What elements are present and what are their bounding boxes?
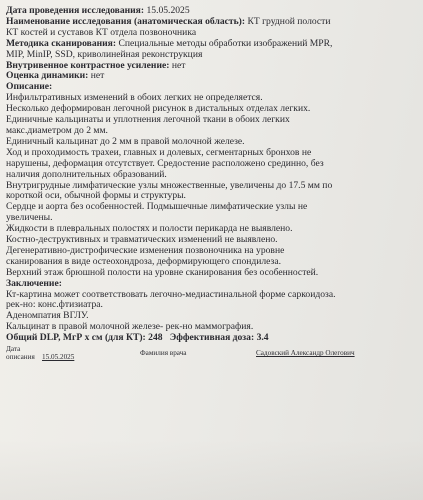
description-line: Единичные кальцинаты и уплотнения легочной ткани в обоих легких bbox=[6, 114, 290, 126]
description-line: наличия дополнительных образований. bbox=[6, 168, 167, 180]
description-line: Внутригрудные лимфатические узлы множественные, увеличены до 17.5 мм по bbox=[6, 179, 333, 191]
dlp-value: 248 bbox=[148, 332, 163, 344]
contrast-value: нет bbox=[171, 59, 186, 71]
description-line: Единичный кальцинат до 2 мм в правой молочной железе. bbox=[6, 135, 245, 147]
description-line: макс.диаметром до 2 мм. bbox=[6, 124, 108, 136]
method-line bbox=[6, 39, 418, 50]
doctor-name: Садовский Александр Олегович bbox=[256, 349, 355, 358]
footer-date-word: Дата bbox=[6, 345, 21, 354]
signature-row bbox=[6, 344, 418, 360]
exam-area-label: Наименование исследования (анатомическая область): bbox=[6, 15, 246, 27]
conclusion-heading: Заключение: bbox=[6, 277, 62, 289]
footer-description-date: 15.05.2025 bbox=[42, 353, 75, 362]
exam-date-label: Дата проведения исследования: bbox=[6, 5, 145, 16]
description-line: Сердце и аорта без особенностей. Подмышечные лимфатические узлы не bbox=[6, 201, 308, 213]
description-heading: Описание: bbox=[6, 81, 53, 93]
dynamics-label: Оценка динамики: bbox=[6, 70, 89, 82]
dynamics-value: нет bbox=[90, 70, 105, 82]
method-value: Специальные методы обработки изображений MPR, bbox=[118, 37, 333, 49]
exam-area-line-2: КТ костей и суставов КТ отдела позвоночника bbox=[6, 26, 197, 38]
description-line: нарушены, деформация отсутствует. Средостение расположено срединно, без bbox=[6, 157, 324, 169]
exam-date-value: 15.05.2025 bbox=[146, 5, 190, 16]
effective-dose-value: 3.4 bbox=[256, 332, 269, 344]
description-line: сканирования в виде остеохондроза, деформирующего спондилеза. bbox=[6, 255, 281, 267]
description-line: Костно-деструктивных и травматических изменений не выявлено. bbox=[6, 234, 278, 246]
description-line: Ход и проходимость трахеи, главных и долевых, сегментарных бронхов не bbox=[6, 146, 312, 158]
description-line: Жидкости в плевральных полостях и полости перикарда не выявлено. bbox=[6, 223, 293, 235]
exam-area-value: КТ грудной полости bbox=[247, 15, 331, 27]
description-line: Инфильтративных изменений в обоих легких не определяется. bbox=[6, 92, 263, 104]
effective-dose-label: Эффективная доза: bbox=[169, 332, 255, 344]
page-shadow bbox=[0, 440, 423, 500]
doctor-label: Фамилия врача bbox=[140, 349, 187, 358]
conclusion-line: Кальцинат в правой молочной железе- рек-но маммография. bbox=[6, 321, 254, 333]
dynamics-line bbox=[6, 71, 418, 82]
footer-description-word: описания bbox=[6, 353, 35, 362]
method-line-2: MIP, MinIP, SSD, криволинейная реконструкция bbox=[6, 48, 203, 60]
description-line: Верхний этаж брюшной полости на уровне сканирования без особенностей. bbox=[6, 266, 319, 278]
description-line: короткой оси, обычной формы и структуры. bbox=[6, 190, 186, 202]
description-line: увеличены. bbox=[6, 212, 53, 224]
dlp-label: Общий DLP, МгР х см (для КТ): bbox=[6, 332, 146, 344]
description-line: Дегенеративно-дистрофические изменения позвоночника на уровне bbox=[6, 244, 285, 256]
conclusion-line: Кт-картина может соответствовать легочно-медиастинальной форме саркоидоза. bbox=[6, 288, 336, 300]
report-body bbox=[6, 6, 418, 360]
dose-line bbox=[6, 333, 418, 344]
description-line: Несколько деформирован легочной рисунок в дистальных отделах легких. bbox=[6, 103, 311, 115]
method-label: Методика сканирования: bbox=[6, 37, 117, 49]
conclusion-line: рек-но: конс.фтизиатра. bbox=[6, 299, 103, 311]
contrast-label: Внутривенное контрастное усиление: bbox=[6, 59, 170, 71]
conclusion-line: Аденомпатия ВГЛУ. bbox=[6, 310, 89, 322]
